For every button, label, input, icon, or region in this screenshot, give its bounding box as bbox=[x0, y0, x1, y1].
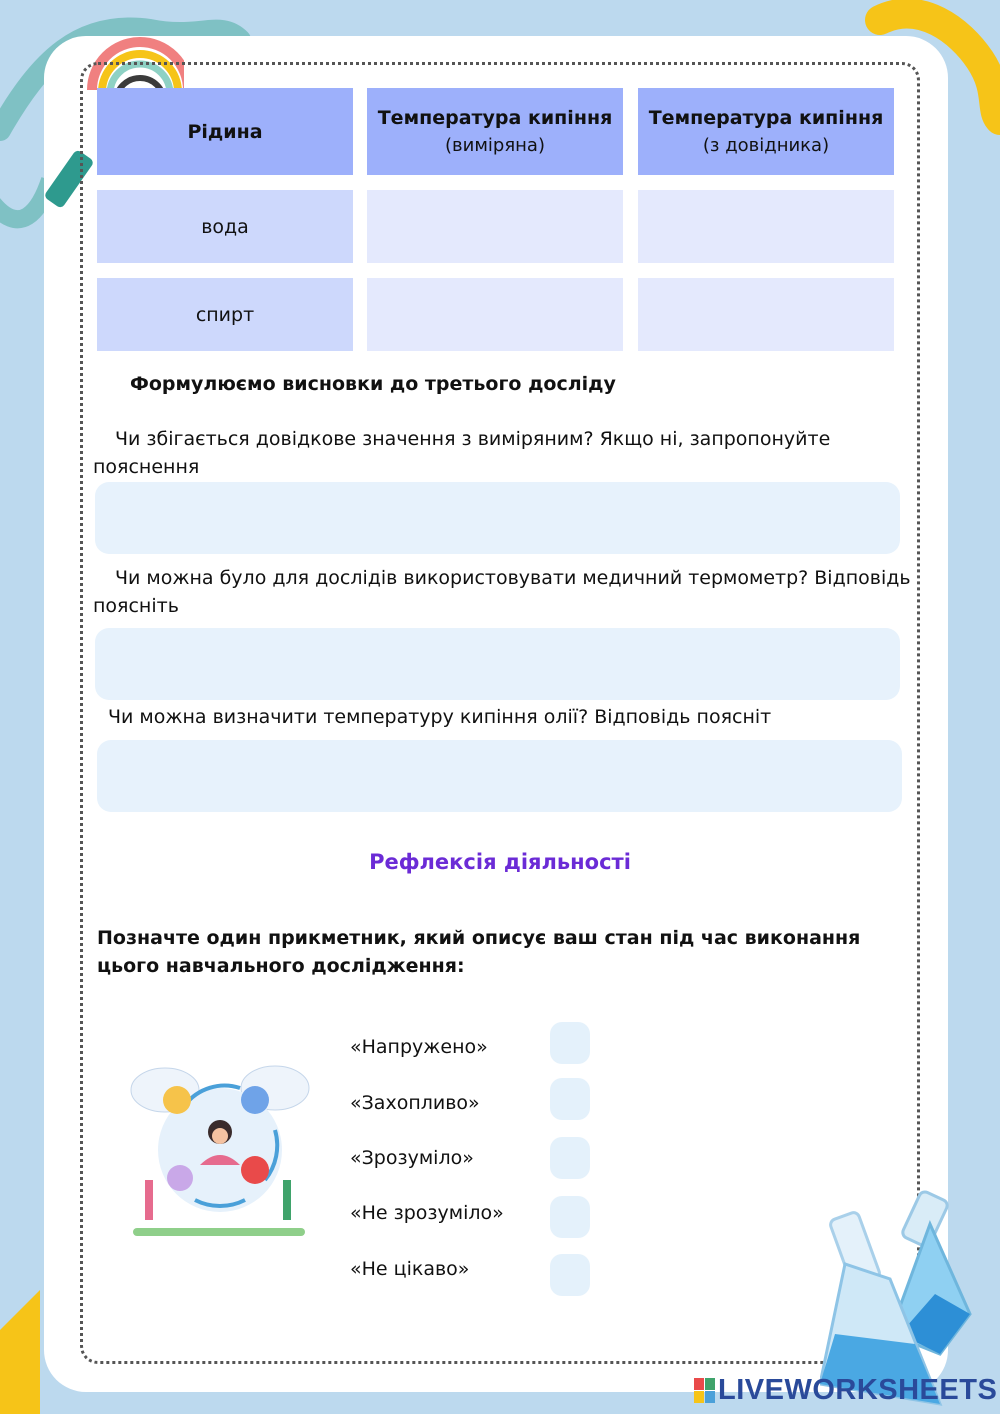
answer-box-3[interactable] bbox=[97, 740, 902, 812]
liquid-name: вода bbox=[201, 215, 249, 238]
header-title: Температура кипіння bbox=[377, 107, 613, 129]
conclusions-heading: Формулюємо висновки до третього досліду bbox=[130, 373, 616, 395]
input-alcohol-measured[interactable] bbox=[367, 278, 623, 351]
reflection-prompt-line-2: цього навчального дослідження: bbox=[97, 955, 465, 977]
table-header-reference bbox=[638, 88, 894, 175]
live-badge-icon bbox=[694, 1378, 716, 1404]
answer-box-2[interactable] bbox=[95, 628, 900, 700]
answer-box-1[interactable] bbox=[95, 482, 900, 554]
reflection-title: Рефлексія діяльності bbox=[369, 850, 631, 874]
table-cell-name bbox=[97, 190, 353, 263]
input-alcohol-reference[interactable] bbox=[638, 278, 894, 351]
liveworksheets-logo bbox=[694, 1374, 997, 1407]
question-1-line-2: пояснення bbox=[93, 456, 200, 478]
option-checkbox[interactable] bbox=[550, 1254, 590, 1296]
question-1-line-1: Чи збігається довідкове значення з виміряним? Якщо ні, запропонуйте bbox=[115, 428, 831, 450]
option-checkbox[interactable] bbox=[550, 1196, 590, 1238]
emotions-illustration bbox=[125, 1060, 315, 1240]
option-checkbox[interactable] bbox=[550, 1078, 590, 1120]
input-water-measured[interactable] bbox=[367, 190, 623, 263]
option-label: «Захопливо» bbox=[350, 1092, 480, 1114]
option-checkbox[interactable] bbox=[550, 1022, 590, 1064]
option-checkbox[interactable] bbox=[550, 1137, 590, 1179]
header-subtitle: (з довідника) bbox=[702, 135, 830, 156]
reflection-prompt-line-1: Позначте один прикметник, який описує ваш стан під час виконання bbox=[97, 927, 861, 949]
header-title: Рідина bbox=[187, 120, 263, 143]
question-3: Чи можна визначити температуру кипіння олії? Відповідь поясніт bbox=[108, 706, 772, 728]
option-label: «Не зрозуміло» bbox=[350, 1202, 504, 1224]
input-water-reference[interactable] bbox=[638, 190, 894, 263]
table-header-measured bbox=[367, 88, 623, 175]
option-label: «Зрозуміло» bbox=[350, 1147, 474, 1169]
question-2-line-1: Чи можна було для дослідів використовувати медичний термометр? Відповідь bbox=[115, 567, 911, 589]
option-label: «Напружено» bbox=[350, 1036, 488, 1058]
logo-text: LIVEWORKSHEETS bbox=[718, 1374, 998, 1406]
header-subtitle: (виміряна) bbox=[445, 135, 545, 156]
header-title: Температура кипіння bbox=[648, 107, 884, 129]
table-cell-name bbox=[97, 278, 353, 351]
question-2-line-2: поясніть bbox=[93, 595, 179, 617]
table-header-liquid bbox=[97, 88, 353, 175]
option-label: «Не цікаво» bbox=[350, 1258, 470, 1280]
liquid-name: спирт bbox=[195, 303, 255, 326]
